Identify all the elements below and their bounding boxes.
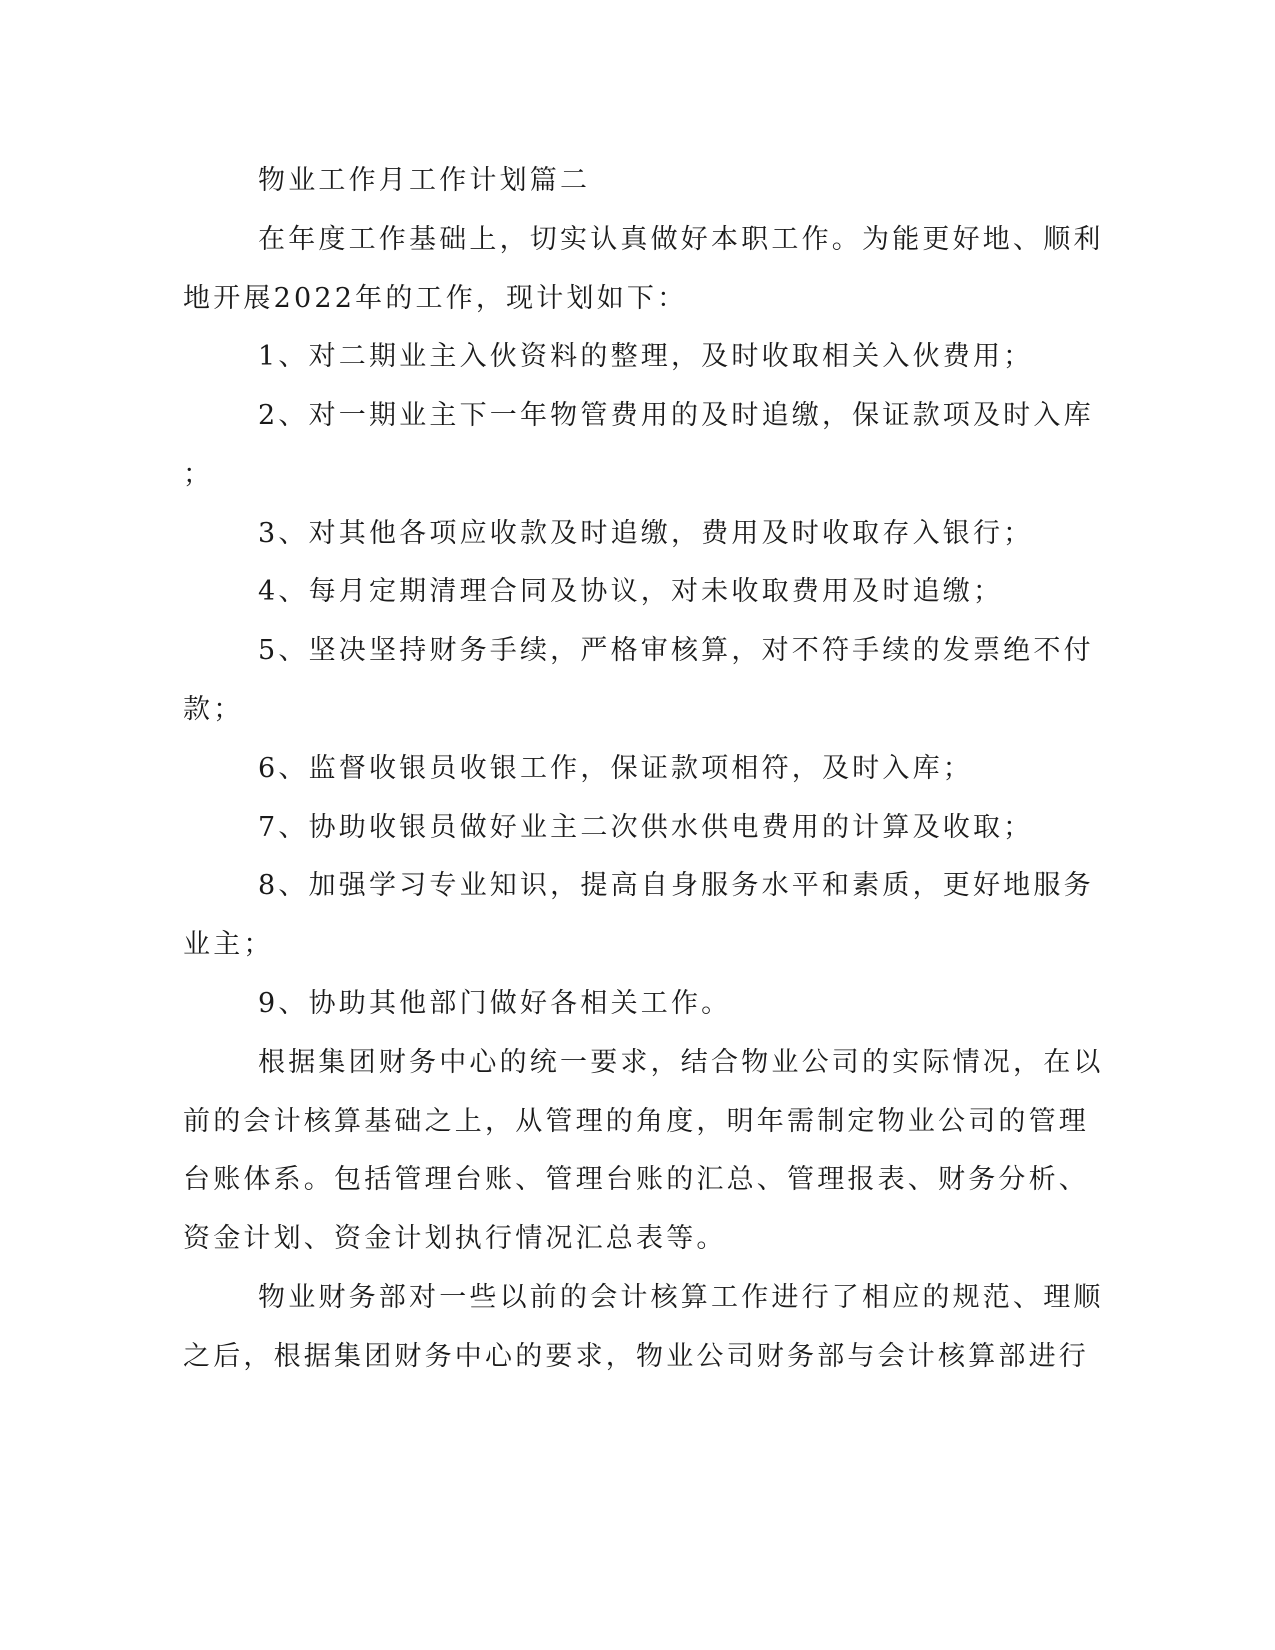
paragraph-line: 根据集团财务中心的统一要求，结合物业公司的实际情况，在以 — [258, 1047, 1104, 1078]
paragraph-line: 资金计划、资金计划执行情况汇总表等。 — [183, 1223, 727, 1254]
list-item-continuation: 款； — [183, 694, 244, 725]
paragraph-line: 地开展2022年的工作，现计划如下： — [183, 283, 688, 314]
list-item: 6、监督收银员收银工作，保证款项相符，及时入库； — [258, 753, 973, 784]
list-item: 2、对一期业主下一年物管费用的及时追缴，保证款项及时入库 — [258, 400, 1094, 431]
list-item: 8、加强学习专业知识，提高自身服务水平和素质，更好地服务 — [258, 870, 1094, 901]
list-item: 5、坚决坚持财务手续，严格审核算，对不符手续的发票绝不付 — [258, 635, 1094, 666]
list-item: 7、协助收银员做好业主二次供水供电费用的计算及收取； — [258, 812, 1034, 843]
list-item-continuation: 业主； — [183, 929, 274, 960]
paragraph-line: 之后，根据集团财务中心的要求，物业公司财务部与会计核算部进行 — [183, 1341, 1089, 1372]
paragraph-line: 台账体系。包括管理台账、管理台账的汇总、管理报表、财务分析、 — [183, 1164, 1089, 1195]
paragraph-line: 物业财务部对一些以前的会计核算工作进行了相应的规范、理顺 — [258, 1282, 1104, 1313]
paragraph-line: 前的会计核算基础之上，从管理的角度，明年需制定物业公司的管理 — [183, 1106, 1089, 1137]
list-item-continuation: ； — [183, 459, 214, 490]
list-item: 9、协助其他部门做好各相关工作。 — [258, 988, 732, 1019]
paragraph-line: 在年度工作基础上，切实认真做好本职工作。为能更好地、顺利 — [258, 224, 1104, 255]
list-item: 3、对其他各项应收款及时追缴，费用及时收取存入银行； — [258, 518, 1034, 549]
list-item: 1、对二期业主入伙资料的整理，及时收取相关入伙费用； — [258, 341, 1034, 372]
document-title: 物业工作月工作计划篇二 — [258, 165, 591, 196]
list-item: 4、每月定期清理合同及协议，对未收取费用及时追缴； — [258, 576, 1004, 607]
